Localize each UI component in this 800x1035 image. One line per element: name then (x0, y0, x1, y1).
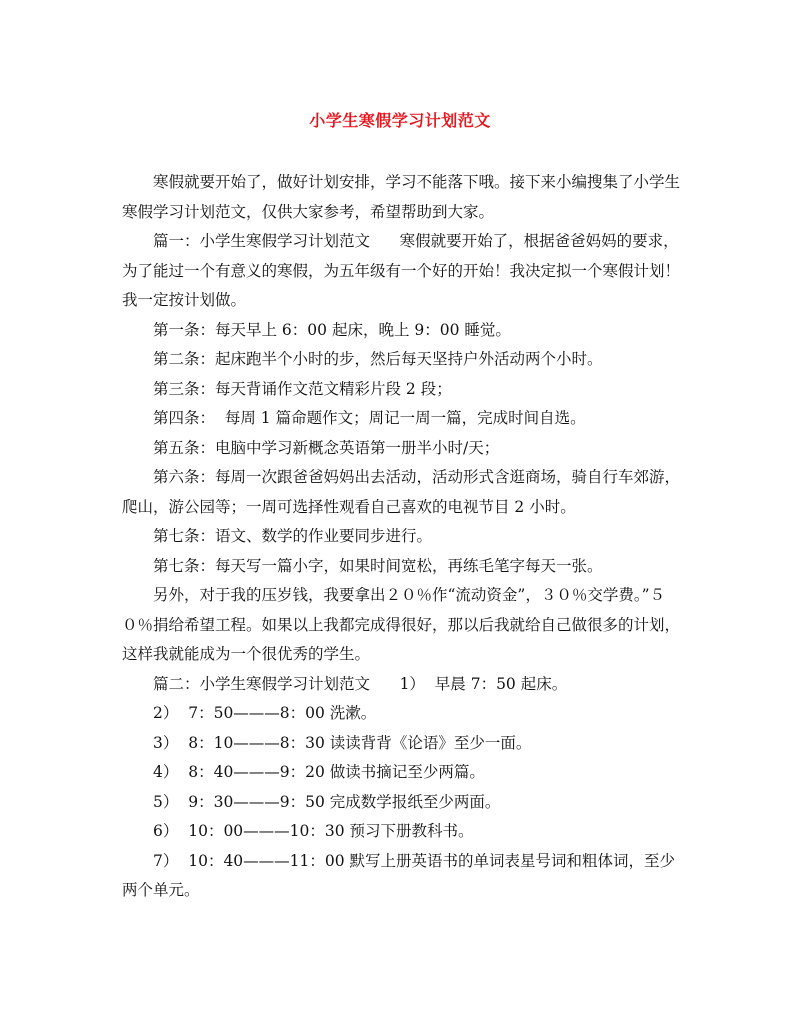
rule-7: 第七条：语文、数学的作业要同步进行。 (153, 527, 433, 545)
document-title: 小学生寒假学习计划范文 (309, 111, 491, 130)
rule-5: 第五条：电脑中学习新概念英语第一册半小时/天； (153, 438, 500, 457)
schedule-item-2: 2） 7：50———8：00 洗漱。 (153, 704, 377, 722)
schedule-item-5: 5） 9：30———9：50 完成数学报纸至少两面。 (153, 792, 501, 811)
schedule-item-6: 6） 10：00———10：30 预习下册教科书。 (153, 822, 474, 840)
paragraph-part-two: 篇二：小学生寒假学习计划范文 1） 早晨 7：50 起床。 (153, 674, 568, 693)
paragraph-money: 另外，对于我的压岁钱，我要拿出２０％作“流动资金”，３０％交学费。”５０％捐给希望工程。如果以上我都完成得很好，那以后我就给自己做很多的计划，这样我就能成为一个很优秀的学生。 (122, 586, 681, 663)
rule-1: 第一条：每天早上 6：00 起床，晚上 9：00 睡觉。 (153, 320, 511, 339)
rule-2: 第二条：起床跑半个小时的步，然后每天坚持户外活动两个小时。 (153, 350, 603, 368)
rule-6: 第六条：每周一次跟爸爸妈妈出去活动，活动形式含逛商场，骑自行车郊游，爬山，游公园等；一周可选择性观看自己喜欢的电视节目 2 小时。 (122, 468, 681, 516)
rule-3: 第三条：每天背诵作文范文精彩片段 2 段； (153, 379, 452, 398)
rule-4: 第四条： 每周 1 篇命题作文；周记一周一篇，完成时间自选。 (153, 409, 586, 427)
schedule-item-3: 3） 8：10———8：30 读读背背《论语》至少一面。 (153, 733, 532, 752)
document-body (122, 168, 682, 906)
schedule-item-7: 7） 10：40———11：00 默写上册英语书的单词表星号词和粗体词，至少两个单元。 (122, 851, 676, 899)
schedule-item-4: 4） 8：40———9：20 做读书摘记至少两篇。 (153, 763, 485, 781)
paragraph-intro: 寒假就要开始了，做好计划安排，学习不能落下哦。接下来小编搜集了小学生寒假学习计划范文，仅供大家参考，希望帮助到大家。 (122, 173, 681, 221)
rule-7-repeat: 第七条：每天写一篇小字，如果时间宽松，再练毛笔字每天一张。 (153, 556, 603, 575)
paragraph-part-one: 篇一：小学生寒假学习计划范文 寒假就要开始了，根据爸爸妈妈的要求，为了能过一个有意义的寒假，为五年级有一个好的开始！我决定拟一个寒假计划！我一定按计划做。 (122, 232, 681, 309)
